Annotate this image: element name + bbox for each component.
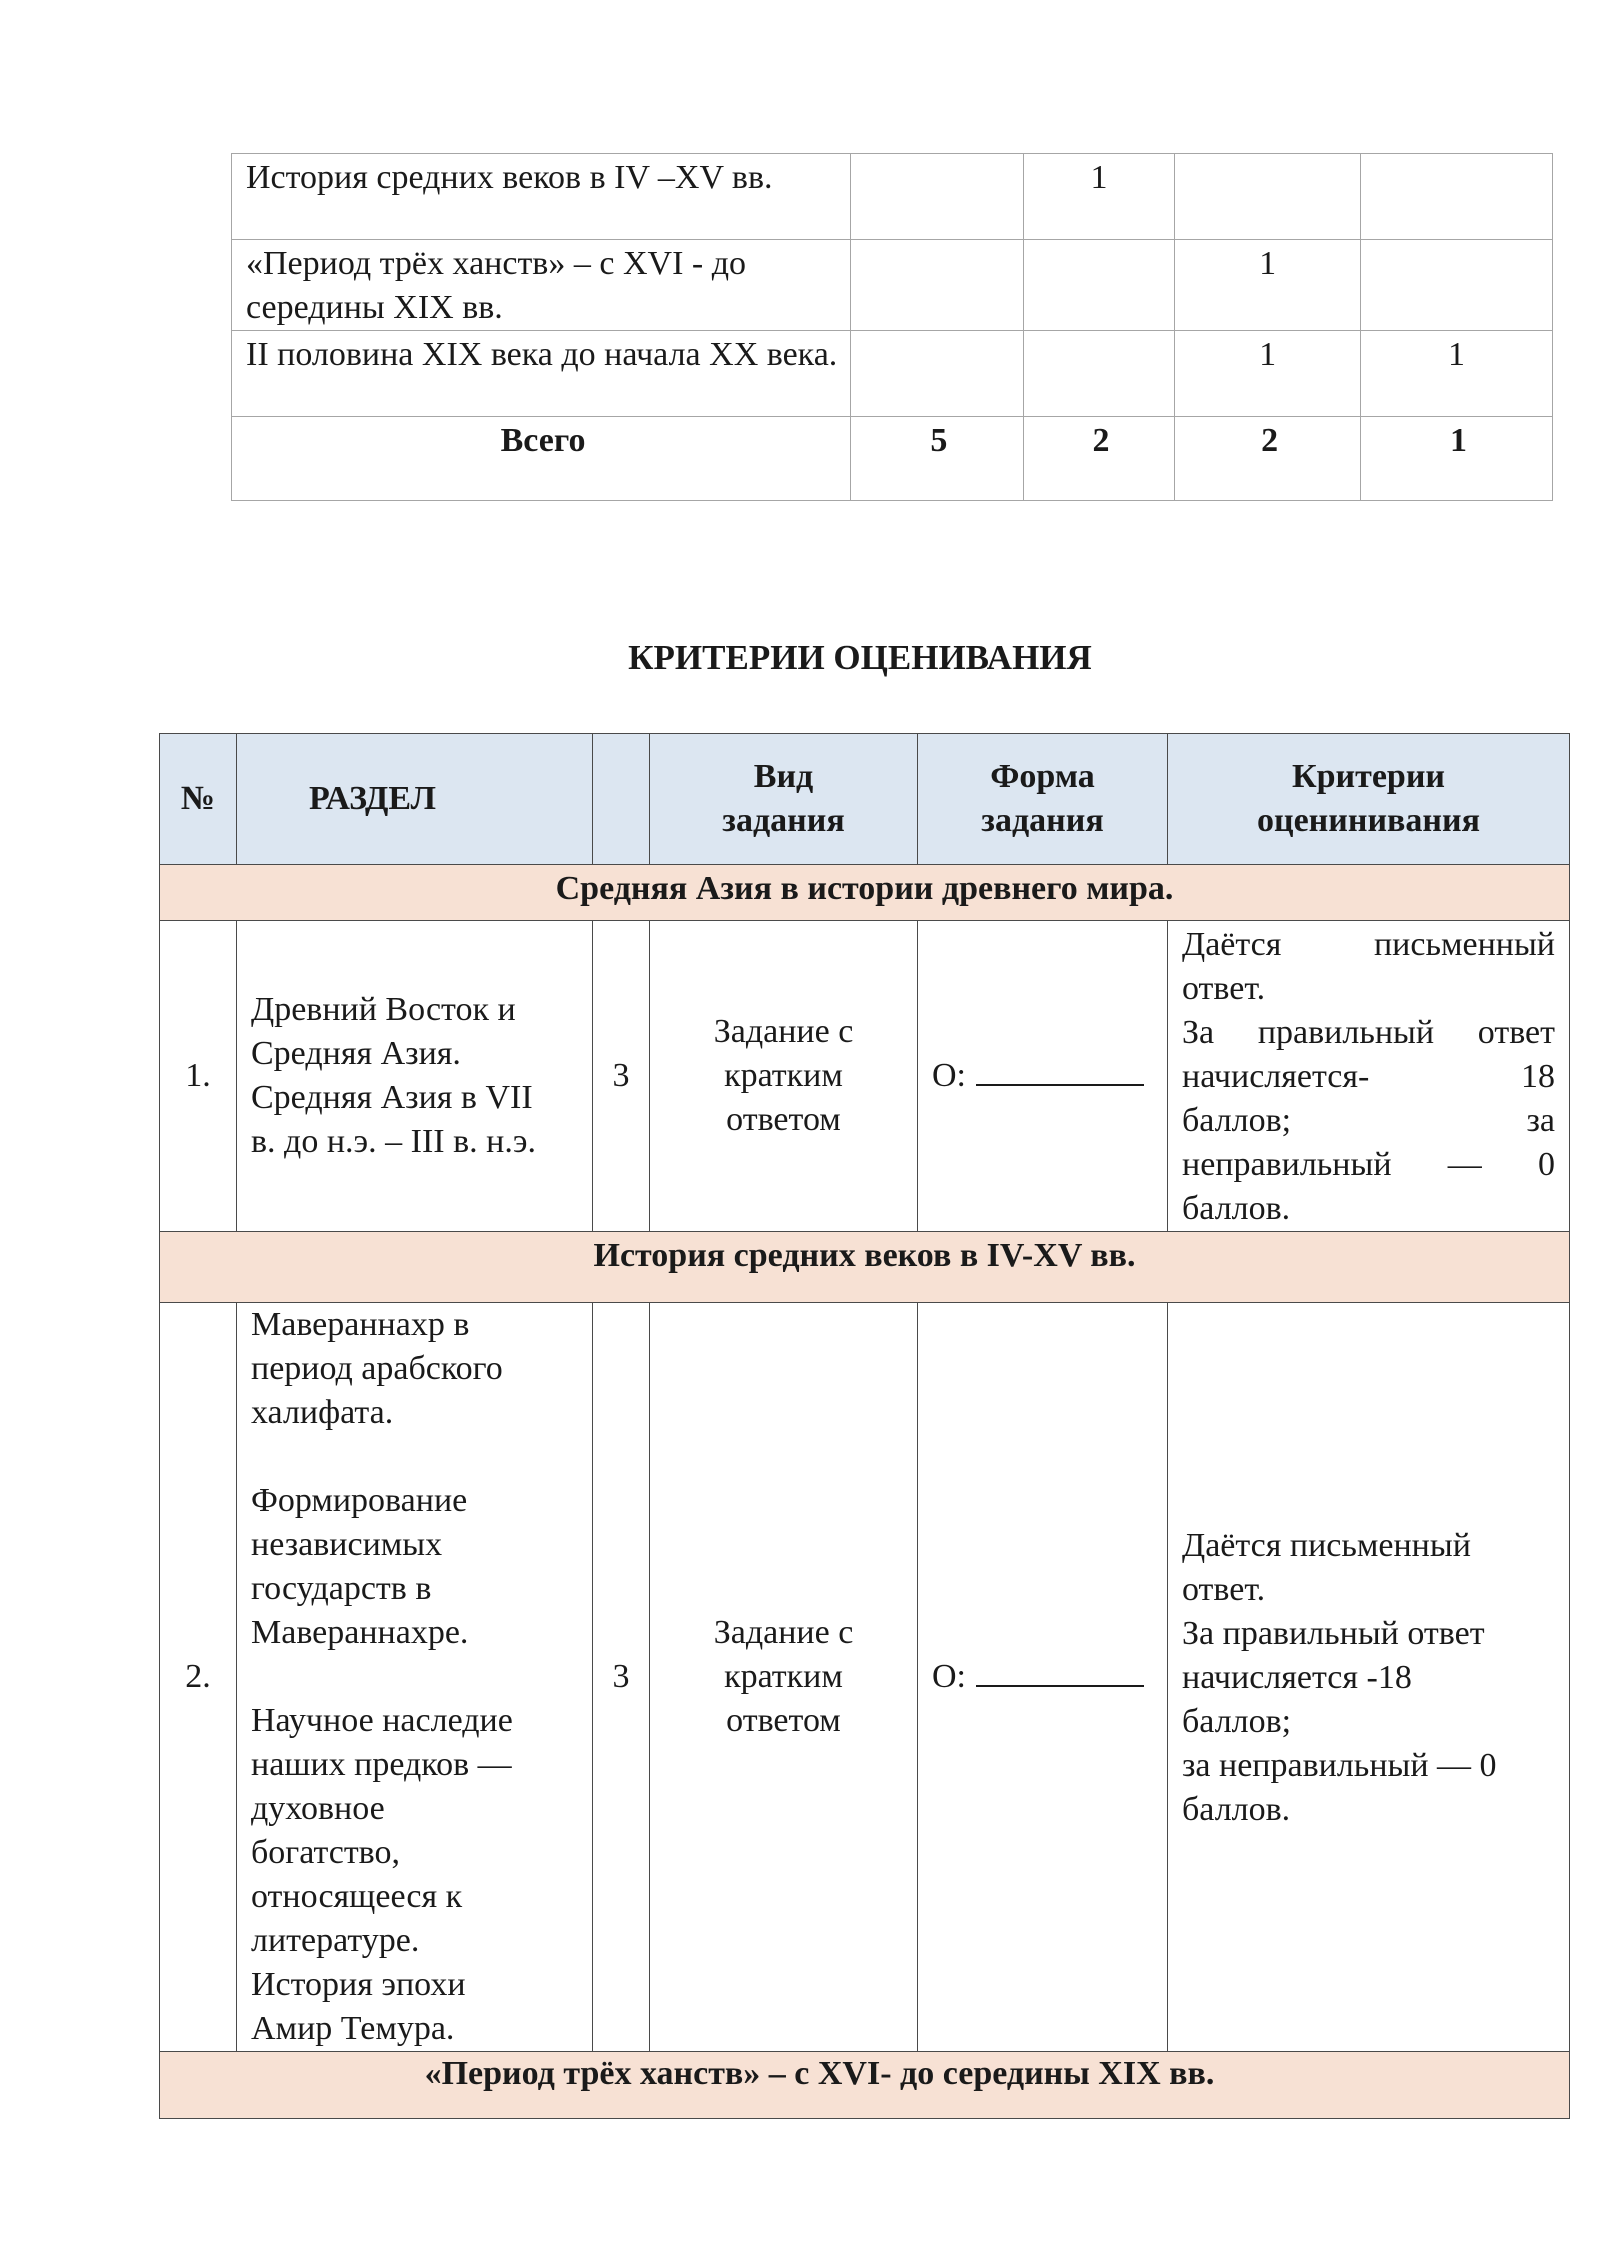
count-cell: 1	[1175, 331, 1361, 417]
answer-label: О:	[932, 1658, 966, 1695]
topic-line: период арабского	[251, 1350, 503, 1387]
criteria-line: баллов;	[1182, 1703, 1292, 1740]
header-row	[160, 734, 1570, 865]
answer-blank-line	[976, 1655, 1144, 1687]
criteria-word: —	[1447, 1146, 1482, 1183]
count-cell	[851, 331, 1024, 417]
topic-line: Формирование	[251, 1482, 468, 1519]
topic-line: государств в	[251, 1570, 432, 1607]
header-num: №	[160, 734, 237, 865]
header-criteria-line: оценинивания	[1257, 802, 1480, 839]
count-cell	[851, 240, 1024, 331]
topic-line: Мавераннахр в	[251, 1306, 470, 1343]
row-number: 2.	[160, 1303, 237, 2052]
criteria-word: за	[1526, 1102, 1555, 1139]
header-task-type	[650, 734, 918, 865]
header-task-type-line: задания	[722, 802, 845, 839]
criteria-word: начисляется-	[1182, 1058, 1370, 1095]
header-task-type-line: Вид	[753, 758, 814, 795]
task-type-cell	[650, 921, 918, 1232]
header-task-form-line: Форма	[990, 758, 1095, 795]
topic-line: халифата.	[251, 1394, 394, 1431]
criteria-line: ответ.	[1182, 970, 1266, 1007]
distribution-table	[231, 153, 1553, 501]
count-cell: 1	[1361, 331, 1553, 417]
points-cell: 3	[593, 1303, 650, 2052]
table-row	[232, 331, 1553, 417]
topic-line: наших предков —	[251, 1746, 512, 1783]
topic-line: Научное наследие	[251, 1702, 513, 1739]
criteria-line: баллов.	[1182, 1190, 1291, 1227]
count-cell	[1361, 240, 1553, 331]
header-criteria	[1168, 734, 1570, 865]
criteria-row	[160, 921, 1570, 1232]
task-form-cell	[918, 921, 1168, 1232]
count-cell: 1	[1175, 240, 1361, 331]
topic-spacer	[251, 1655, 578, 1699]
answer-blank-line	[976, 1054, 1144, 1086]
criteria-row	[160, 1303, 1570, 2052]
topic-cell: История средних веков в IV –XV вв.	[232, 154, 851, 240]
criteria-word: 18	[1521, 1058, 1555, 1095]
header-criteria-line: Критерии	[1291, 758, 1446, 795]
criteria-line	[1182, 1011, 1555, 1055]
total-cell: 2	[1023, 417, 1174, 501]
criteria-word: баллов;	[1182, 1102, 1292, 1139]
total-label: Всего	[232, 417, 851, 501]
task-type-line: Задание с	[713, 1013, 854, 1050]
topic-line: независимых	[251, 1526, 443, 1563]
criteria-line: Даётся письменный	[1182, 1527, 1471, 1564]
total-cell: 1	[1361, 417, 1553, 501]
criteria-word: письменный	[1373, 926, 1555, 963]
criteria-line: за неправильный — 0	[1182, 1747, 1497, 1784]
row-number: 1.	[160, 921, 237, 1232]
criteria-word: правильный	[1257, 1014, 1435, 1051]
criteria-line	[1182, 923, 1555, 967]
section-row	[160, 1232, 1570, 1303]
section-row	[160, 2052, 1570, 2119]
header-blank	[593, 734, 650, 865]
criteria-word: ответ	[1477, 1014, 1555, 1051]
criteria-cell	[1168, 1303, 1570, 2052]
criteria-line: ответ.	[1182, 1571, 1266, 1608]
topic-cell: «Период трёх ханств» – с XVI - до середины XIX вв.	[232, 240, 851, 331]
count-cell	[851, 154, 1024, 240]
section-title: «Период трёх ханств» – с XVI- до середины XIX вв.	[160, 2052, 1570, 2119]
topic-line: духовное	[251, 1790, 385, 1827]
task-type-line: ответом	[726, 1101, 841, 1138]
criteria-line	[1182, 1055, 1555, 1099]
topic-line: Средняя Азия.	[251, 1035, 461, 1072]
task-form-cell	[918, 1303, 1168, 2052]
count-cell: 1	[1023, 154, 1174, 240]
task-type-line: ответом	[726, 1702, 841, 1739]
header-section: РАЗДЕЛ	[237, 734, 593, 865]
criteria-word: 0	[1538, 1146, 1555, 1183]
topic-line: Мавераннахре.	[251, 1614, 469, 1651]
task-type-line: кратким	[724, 1057, 843, 1094]
topic-line: богатство,	[251, 1834, 400, 1871]
topic-line: Амир Темура.	[251, 2010, 455, 2047]
answer-label: О:	[932, 1057, 966, 1094]
task-type-line: кратким	[724, 1658, 843, 1695]
criteria-line: За правильный ответ	[1182, 1615, 1485, 1652]
criteria-word: За	[1182, 1014, 1215, 1051]
section-title: История средних веков в IV-XV вв.	[160, 1232, 1570, 1303]
criteria-heading: КРИТЕРИИ ОЦЕНИВАНИЯ	[628, 638, 1092, 677]
total-cell: 2	[1175, 417, 1361, 501]
topic-line: История эпохи	[251, 1966, 466, 2003]
criteria-line: начисляется -18	[1182, 1659, 1412, 1696]
task-type-line: Задание с	[713, 1614, 854, 1651]
criteria-line: баллов.	[1182, 1791, 1291, 1828]
section-row	[160, 865, 1570, 921]
count-cell	[1175, 154, 1361, 240]
topic-cell: II половина XIX века до начала XX века.	[232, 331, 851, 417]
criteria-line	[1182, 1143, 1555, 1187]
section-title: Средняя Азия в истории древнего мира.	[160, 865, 1570, 921]
count-cell	[1023, 240, 1174, 331]
topic-line: Средняя Азия в VII	[251, 1079, 533, 1116]
header-task-form	[918, 734, 1168, 865]
topic-line: Древний Восток и	[251, 991, 516, 1028]
topic-spacer	[251, 1435, 578, 1479]
table-row	[232, 240, 1553, 331]
criteria-word: Даётся	[1182, 926, 1282, 963]
count-cell	[1361, 154, 1553, 240]
table-row	[232, 154, 1553, 240]
task-type-cell	[650, 1303, 918, 2052]
points-cell: 3	[593, 921, 650, 1232]
criteria-word: неправильный	[1182, 1146, 1392, 1183]
topic-line: в. до н.э. – III в. н.э.	[251, 1123, 536, 1160]
total-row	[232, 417, 1553, 501]
topic-line: относящееся к	[251, 1878, 463, 1915]
header-task-form-line: задания	[981, 802, 1104, 839]
count-cell	[1023, 331, 1174, 417]
criteria-line	[1182, 1099, 1555, 1143]
criteria-table	[159, 733, 1570, 2119]
criteria-cell	[1168, 921, 1570, 1232]
topic-cell	[237, 1303, 593, 2052]
total-cell: 5	[851, 417, 1024, 501]
topic-cell	[237, 921, 593, 1232]
topic-line: литературе.	[251, 1922, 420, 1959]
